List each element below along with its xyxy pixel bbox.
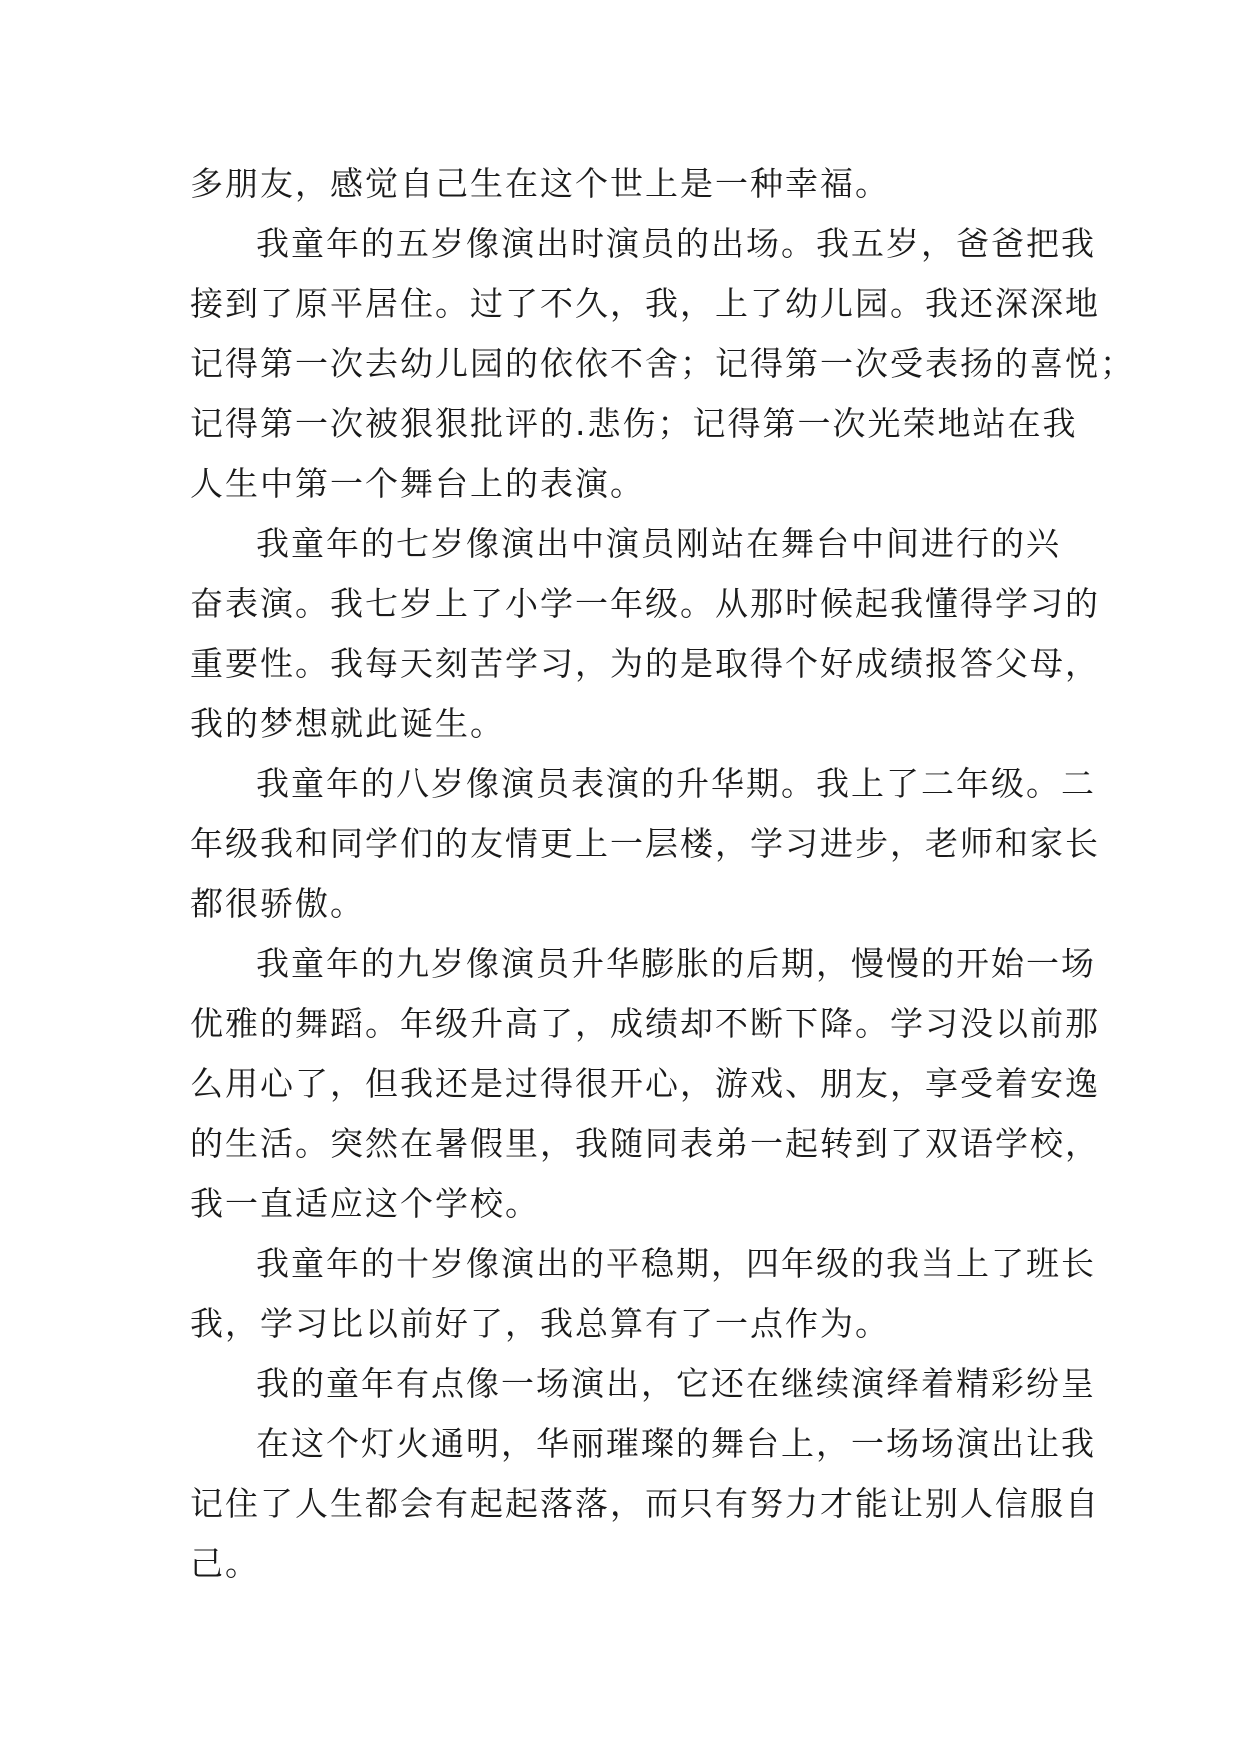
text-line: 优雅的舞蹈。年级升高了，成绩却不断下降。学习没以前那: [190, 1004, 1100, 1043]
text-line: 人生中第一个舞台上的表演。: [190, 464, 645, 503]
text-line: 我的梦想就此诞生。: [190, 704, 505, 743]
text-line: 记住了人生都会有起起落落，而只有努力才能让别人信服自: [190, 1484, 1100, 1523]
text-line: 我童年的七岁像演出中演员刚站在舞台中间进行的兴: [256, 524, 1061, 563]
text-line: 我童年的九岁像演员升华膨胀的后期，慢慢的开始一场: [256, 944, 1096, 983]
text-line: 记得第一次被狠狠批评的.悲伤；记得第一次光荣地站在我: [190, 404, 1078, 443]
text-line: 年级我和同学们的友情更上一层楼，学习进步，老师和家长: [190, 824, 1100, 863]
text-line: 都很骄傲。: [190, 884, 365, 923]
essay-text: [190, 154, 1135, 1594]
text-line: 记得第一次去幼儿园的依依不舍；记得第一次受表扬的喜悦；: [190, 344, 1135, 383]
text-line: 我童年的五岁像演出时演员的出场。我五岁，爸爸把我: [256, 224, 1096, 263]
text-line: 的生活。突然在暑假里，我随同表弟一起转到了双语学校，: [190, 1124, 1100, 1163]
text-line: 多朋友，感觉自己生在这个世上是一种幸福。: [190, 164, 890, 203]
text-line: 接到了原平居住。过了不久，我，上了幼儿园。我还深深地: [190, 284, 1100, 323]
text-line: 重要性。我每天刻苦学习，为的是取得个好成绩报答父母，: [190, 644, 1100, 683]
text-line: 我的童年有点像一场演出，它还在继续演绎着精彩纷呈: [256, 1364, 1096, 1403]
text-line: 我，学习比以前好了，我总算有了一点作为。: [190, 1304, 890, 1343]
text-line: 么用心了，但我还是过得很开心，游戏、朋友，享受着安逸: [190, 1064, 1100, 1103]
text-line: 在这个灯火通明，华丽璀璨的舞台上，一场场演出让我: [256, 1424, 1096, 1463]
text-line: 我童年的八岁像演员表演的升华期。我上了二年级。二: [256, 764, 1096, 803]
text-line: 我一直适应这个学校。: [190, 1184, 540, 1223]
text-line: 奋表演。我七岁上了小学一年级。从那时候起我懂得学习的: [190, 584, 1100, 623]
text-line: 我童年的十岁像演出的平稳期，四年级的我当上了班长: [256, 1244, 1096, 1283]
text-line: 己。: [190, 1544, 260, 1583]
